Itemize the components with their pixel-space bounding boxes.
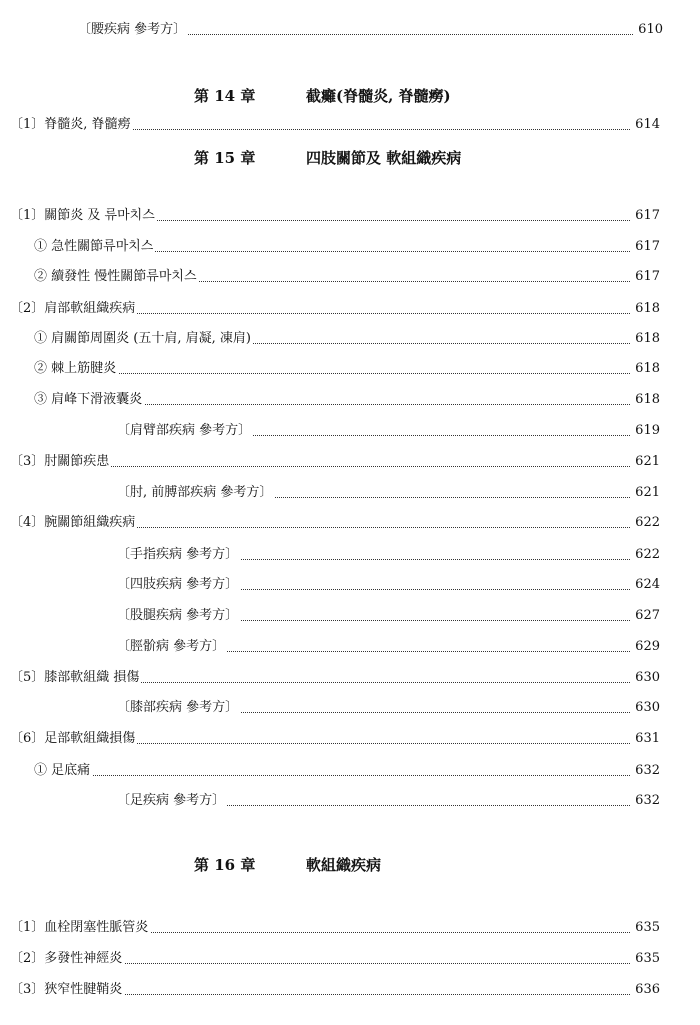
- entry-label: 〔四肢疾病 參考方〕: [117, 574, 240, 596]
- toc-entry[interactable]: [10, 948, 660, 970]
- toc-entry[interactable]: [117, 790, 660, 812]
- entry-page: 632: [631, 760, 660, 782]
- entry-page: 635: [631, 917, 660, 939]
- chapter-heading: [0, 145, 700, 171]
- entry-page: 621: [631, 451, 660, 473]
- entry-label: 〔3〕狹窄性腱鞘炎: [10, 979, 124, 1001]
- toc-entry[interactable]: [117, 482, 660, 504]
- toc-entry[interactable]: [34, 328, 660, 350]
- chapter-number: 第 16 章: [194, 856, 256, 874]
- entry-page: 630: [631, 697, 660, 719]
- entry-page: 632: [631, 790, 660, 812]
- chapter-heading: [0, 852, 700, 878]
- toc-entry[interactable]: [10, 917, 660, 939]
- toc-entry[interactable]: [34, 389, 660, 411]
- toc-entry[interactable]: [117, 574, 660, 596]
- entry-label: 〔膝部疾病 參考方〕: [117, 697, 240, 719]
- entry-label: 〔6〕足部軟組織損傷: [10, 728, 137, 750]
- chapter-title: 截癱(脊髓炎, 脊髓癆): [306, 87, 451, 105]
- entry-label: 〔4〕腕關節組織疾病: [10, 512, 137, 534]
- chapter-title: 四肢關節及 軟組織疾病: [306, 149, 462, 167]
- toc-entry[interactable]: [117, 420, 660, 442]
- leader-dots: [34, 358, 660, 374]
- toc-entry[interactable]: [10, 114, 660, 136]
- chapter-number: 第 15 章: [194, 149, 256, 167]
- toc-entry[interactable]: [10, 728, 660, 750]
- entry-page: 617: [631, 205, 660, 227]
- entry-page: 618: [631, 328, 660, 350]
- entry-label: 〔肩臂部疾病 參考方〕: [117, 420, 253, 442]
- entry-label: 〔5〕膝部軟組織 損傷: [10, 667, 141, 689]
- entry-label: 〔腰疾病 參考方〕: [78, 19, 188, 41]
- entry-page: 629: [631, 636, 660, 658]
- entry-label: ② 續發性 慢性關節류마치스: [34, 266, 199, 288]
- chapter-heading: [0, 83, 700, 109]
- toc-entry[interactable]: [34, 266, 660, 288]
- toc-entry[interactable]: [78, 19, 663, 41]
- entry-page: 614: [631, 114, 660, 136]
- entry-page: 619: [631, 420, 660, 442]
- chapter-number: 第 14 章: [194, 87, 256, 105]
- entry-label: 〔2〕肩部軟組織疾病: [10, 298, 137, 320]
- entry-page: 621: [631, 482, 660, 504]
- entry-label: 〔手指疾病 參考方〕: [117, 544, 240, 566]
- entry-label: 〔1〕脊髓炎, 脊髓癆: [10, 114, 133, 136]
- toc-entry[interactable]: [34, 358, 660, 380]
- entry-label: 〔脛骱病 參考方〕: [117, 636, 227, 658]
- entry-label: ① 急性關節류마치스: [34, 236, 155, 258]
- toc-entry[interactable]: [34, 236, 660, 258]
- toc-entry[interactable]: [117, 636, 660, 658]
- entry-label: ③ 肩峰下滑液囊炎: [34, 389, 144, 411]
- toc-entry[interactable]: [10, 451, 660, 473]
- entry-page: 635: [631, 948, 660, 970]
- toc-entry[interactable]: [10, 298, 660, 320]
- entry-page: 630: [631, 667, 660, 689]
- leader-dots: [34, 760, 660, 776]
- entry-label: ① 足底痛: [34, 760, 92, 782]
- entry-label: ① 肩關節周圍炎 (五十肩, 肩凝, 凍肩): [34, 328, 253, 350]
- entry-page: 622: [631, 512, 660, 534]
- chapter-title: 軟組織疾病: [306, 856, 382, 874]
- toc-entry[interactable]: [117, 697, 660, 719]
- entry-page: 636: [631, 979, 660, 1001]
- entry-label: 〔肘, 前膊部疾病 參考方〕: [117, 482, 274, 504]
- entry-label: 〔股腿疾病 參考方〕: [117, 605, 240, 627]
- entry-page: 618: [631, 298, 660, 320]
- toc-entry[interactable]: [117, 544, 660, 566]
- entry-page: 627: [631, 605, 660, 627]
- entry-page: 610: [634, 19, 663, 41]
- entry-page: 622: [631, 544, 660, 566]
- toc-entry[interactable]: [10, 512, 660, 534]
- entry-label: 〔2〕多發性神經炎: [10, 948, 124, 970]
- entry-label: 〔1〕關節炎 及 류마치스: [10, 205, 157, 227]
- toc-entry[interactable]: [10, 667, 660, 689]
- entry-label: ② 棘上筋腱炎: [34, 358, 118, 380]
- toc-entry[interactable]: [10, 979, 660, 1001]
- entry-label: 〔3〕肘關節疾患: [10, 451, 111, 473]
- entry-page: 618: [631, 358, 660, 380]
- entry-page: 617: [631, 236, 660, 258]
- entry-page: 617: [631, 266, 660, 288]
- entry-label: 〔足疾病 參考方〕: [117, 790, 227, 812]
- entry-label: 〔1〕血栓閉塞性脈管炎: [10, 917, 150, 939]
- entry-page: 631: [631, 728, 660, 750]
- entry-page: 618: [631, 389, 660, 411]
- toc-entry[interactable]: [34, 760, 660, 782]
- toc-entry[interactable]: [117, 605, 660, 627]
- entry-page: 624: [631, 574, 660, 596]
- toc-entry[interactable]: [10, 205, 660, 227]
